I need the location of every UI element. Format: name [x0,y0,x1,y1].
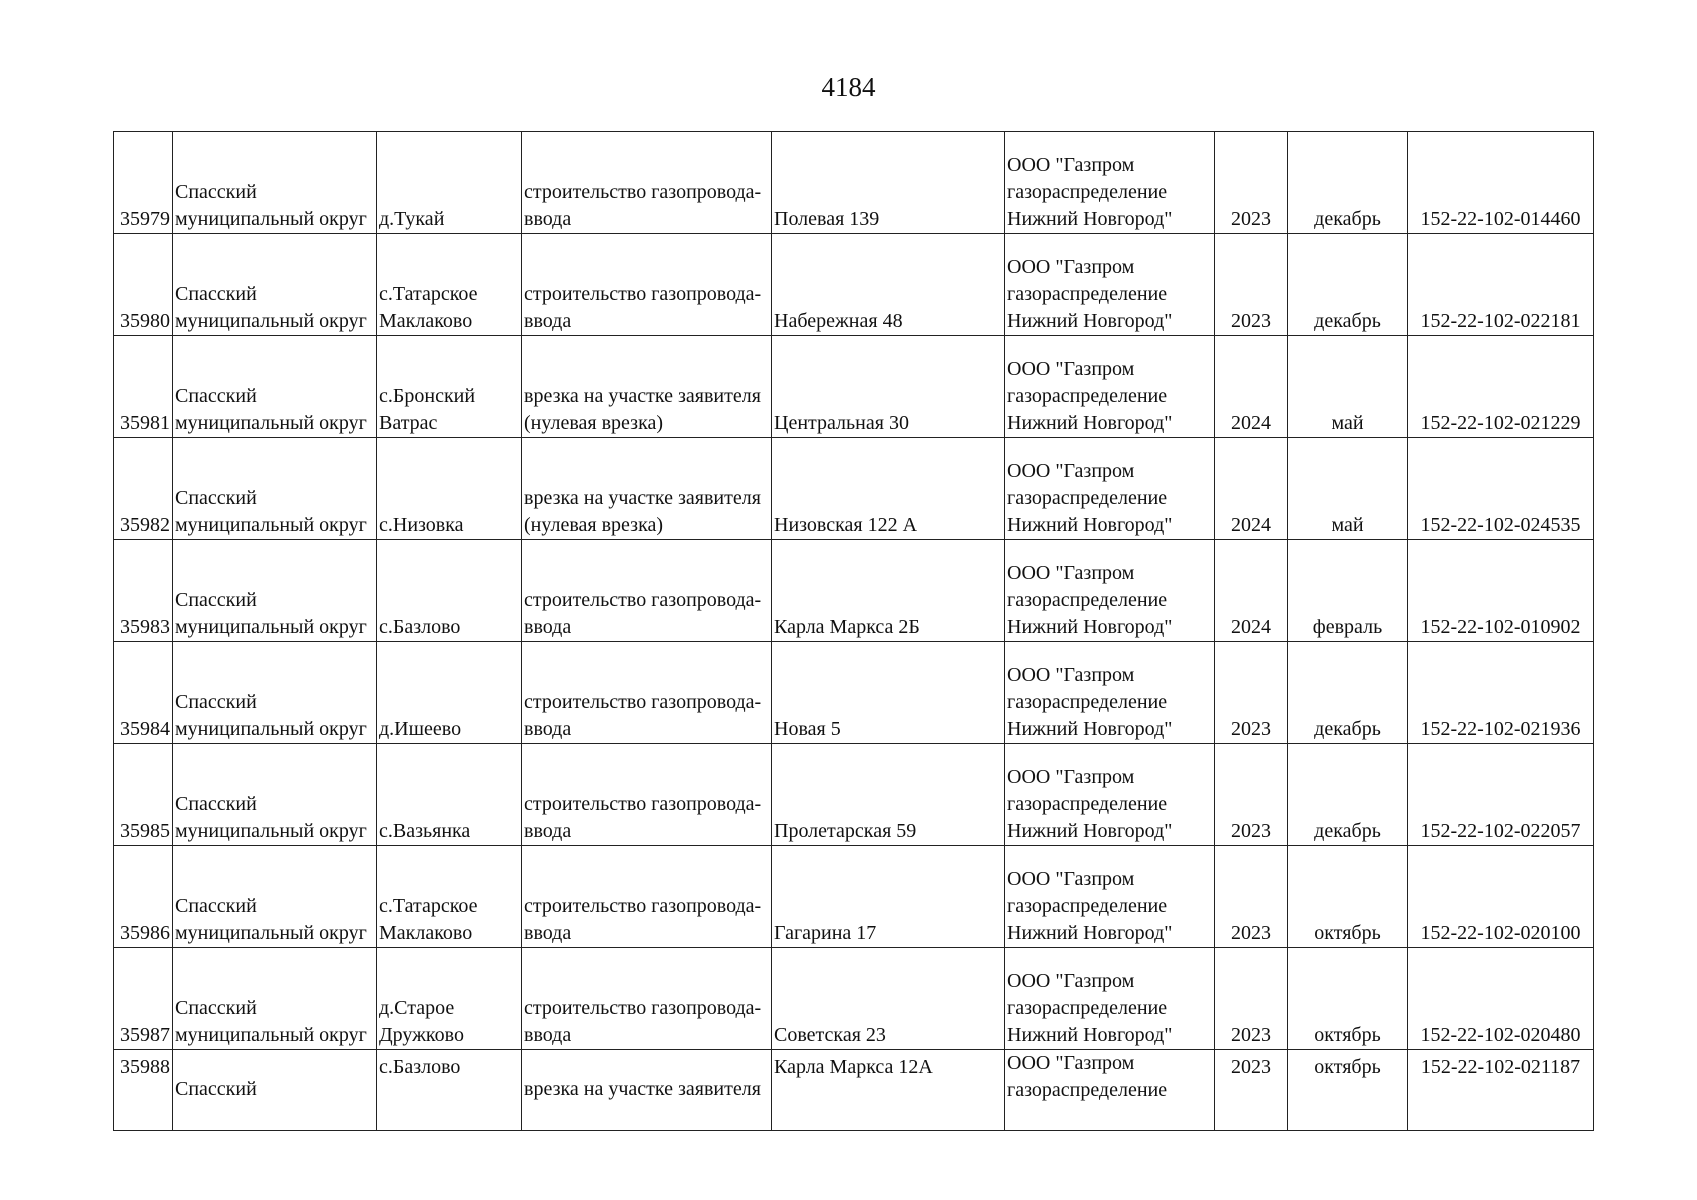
locality-line: с.Базлово [379,616,461,638]
district-line: муниципальный округ [175,616,367,638]
table-row [114,540,1594,642]
locality-line: д.Старое [379,997,455,1019]
org-line: газораспределение [1007,997,1168,1019]
district-line: муниципальный округ [175,208,367,230]
district-line: муниципальный округ [175,514,367,536]
address-cell: Центральная 30 [772,336,1005,438]
district-line: муниципальный округ [175,412,367,434]
work-type-cell [522,948,772,1050]
page-number: 4184 [821,72,876,102]
table-row [114,438,1594,540]
row-number: 35986 [114,846,173,948]
locality-cell [377,336,522,438]
district-line: Спасский [175,895,257,917]
table-body [114,132,1594,1131]
locality-line: Дружково [379,1024,464,1046]
code-cell: 152-22-102-021187 [1408,1050,1594,1131]
address-cell: Карла Маркса 12А [772,1050,1005,1131]
work-type-cell [522,744,772,846]
year-cell: 2024 [1215,336,1288,438]
district-line: муниципальный округ [175,820,367,842]
code-cell: 152-22-102-020480 [1408,948,1594,1050]
work-type-line: строительство газопровода- [524,691,762,713]
org-line: газораспределение [1007,1079,1168,1101]
month-cell: декабрь [1288,642,1408,744]
org-line: ООО "Газпром [1007,868,1135,890]
address-cell: Гагарина 17 [772,846,1005,948]
table-row [114,336,1594,438]
district-line: муниципальный округ [175,922,367,944]
locality-line [379,179,519,206]
address-cell: Низовская 122 А [772,438,1005,540]
year-cell: 2023 [1215,744,1288,846]
org-line: ООО "Газпром [1007,460,1135,482]
district-line: Спасский [175,487,257,509]
district-line: муниципальный округ [175,310,367,332]
year-cell: 2023 [1215,1050,1288,1131]
work-type-cell [522,132,772,234]
work-type-line: ввода [524,310,572,332]
work-type-line: (нулевая врезка) [524,514,664,536]
org-line: Нижний Новгород" [1007,820,1173,842]
work-type-cell [522,540,772,642]
year-cell: 2024 [1215,540,1288,642]
work-type-cell: врезка на участке заявителя [522,1050,772,1131]
district-line: Спасский [175,283,257,305]
district-cell [173,948,377,1050]
row-number: 35979 [114,132,173,234]
district-cell: Спасский [173,1050,377,1131]
org-line: ООО "Газпром [1007,562,1135,584]
work-type-cell [522,336,772,438]
locality-line: с.Бронский [379,385,476,407]
work-type-cell [522,846,772,948]
locality-line: с.Низовка [379,514,464,536]
district-cell [173,336,377,438]
row-number: 35988 [114,1050,173,1131]
district-line: Спасский [175,385,257,407]
organization-cell [1005,234,1215,336]
month-cell: декабрь [1288,744,1408,846]
org-line: газораспределение [1007,691,1168,713]
locality-cell [377,540,522,642]
organization-cell [1005,846,1215,948]
code-cell: 152-22-102-014460 [1408,132,1594,234]
org-line: Нижний Новгород" [1007,208,1173,230]
row-number: 35980 [114,234,173,336]
organization-cell [1005,438,1215,540]
work-type-cell [522,234,772,336]
work-type-line: ввода [524,208,572,230]
district-cell [173,642,377,744]
work-type-line: ввода [524,616,572,638]
code-cell: 152-22-102-022057 [1408,744,1594,846]
org-line: газораспределение [1007,589,1168,611]
org-line: Нижний Новгород" [1007,922,1173,944]
org-line: газораспределение [1007,283,1168,305]
year-cell: 2024 [1215,438,1288,540]
month-cell: октябрь [1288,846,1408,948]
org-line: Нижний Новгород" [1007,718,1173,740]
table-row-last [114,1050,1594,1131]
work-type-line: ввода [524,922,572,944]
work-type-line: строительство газопровода- [524,793,762,815]
row-number: 35981 [114,336,173,438]
organization-cell [1005,336,1215,438]
org-line: Нижний Новгород" [1007,616,1173,638]
locality-cell [377,132,522,234]
locality-line: Маклаково [379,310,473,332]
row-number: 35987 [114,948,173,1050]
district-line: Спасский [175,793,257,815]
organization-cell [1005,132,1215,234]
address-cell: Пролетарская 59 [772,744,1005,846]
district-cell [173,438,377,540]
locality-cell [377,948,522,1050]
month-cell: май [1288,336,1408,438]
month-cell: октябрь [1288,1050,1408,1131]
district-line: муниципальный округ [175,1024,367,1046]
work-type-line: ввода [524,1024,572,1046]
work-type-cell [522,642,772,744]
district-line: муниципальный округ [175,718,367,740]
org-line: Нижний Новгород" [1007,412,1173,434]
org-line: газораспределение [1007,385,1168,407]
org-line: ООО "Газпром [1007,766,1135,788]
address-cell: Новая 5 [772,642,1005,744]
row-number: 35984 [114,642,173,744]
row-number: 35982 [114,438,173,540]
month-cell: май [1288,438,1408,540]
address-cell: Полевая 139 [772,132,1005,234]
district-cell [173,846,377,948]
locality-cell [377,642,522,744]
org-line: ООО "Газпром [1007,664,1135,686]
locality-line [379,689,519,716]
table-row [114,744,1594,846]
locality-cell: с.Базлово [377,1050,522,1131]
code-cell: 152-22-102-024535 [1408,438,1594,540]
locality-line [379,791,519,818]
month-cell: октябрь [1288,948,1408,1050]
district-line: Спасский [175,181,257,203]
locality-line [379,587,519,614]
district-cell [173,744,377,846]
table-row [114,642,1594,744]
work-type-line: врезка на участке заявителя [524,385,761,407]
year-cell: 2023 [1215,132,1288,234]
locality-cell [377,846,522,948]
org-line: газораспределение [1007,793,1168,815]
organization-cell [1005,540,1215,642]
row-number: 35985 [114,744,173,846]
organization-cell [1005,1050,1215,1131]
org-line: Нижний Новгород" [1007,514,1173,536]
table-row [114,948,1594,1050]
org-line: Нижний Новгород" [1007,1024,1173,1046]
work-type-line: строительство газопровода- [524,589,762,611]
register-table [113,131,1594,1131]
organization-cell [1005,642,1215,744]
locality-line [379,485,519,512]
work-type-line: строительство газопровода- [524,895,762,917]
work-type-line: строительство газопровода- [524,181,762,203]
locality-cell [377,744,522,846]
org-line: ООО "Газпром [1007,256,1135,278]
work-type-line: ввода [524,718,572,740]
month-cell: декабрь [1288,132,1408,234]
work-type-line: ввода [524,820,572,842]
code-cell: 152-22-102-020100 [1408,846,1594,948]
table-row [114,846,1594,948]
district-cell [173,132,377,234]
org-line: ООО "Газпром [1007,358,1135,380]
locality-cell [377,438,522,540]
locality-line: Маклаково [379,922,473,944]
organization-cell [1005,948,1215,1050]
address-cell: Набережная 48 [772,234,1005,336]
district-line: Спасский [175,691,257,713]
locality-line: д.Ишеево [379,718,462,740]
locality-line: с.Татарское [379,283,478,305]
work-type-line: строительство газопровода- [524,997,762,1019]
work-type-line: врезка на участке заявителя [524,487,761,509]
code-cell: 152-22-102-021936 [1408,642,1594,744]
district-line: Спасский [175,589,257,611]
org-line: ООО "Газпром [1007,154,1135,176]
address-cell: Карла Маркса 2Б [772,540,1005,642]
work-type-line: (нулевая врезка) [524,412,664,434]
district-cell [173,234,377,336]
org-line: газораспределение [1007,181,1168,203]
year-cell: 2023 [1215,846,1288,948]
code-cell: 152-22-102-022181 [1408,234,1594,336]
district-cell [173,540,377,642]
work-type-line: строительство газопровода- [524,283,762,305]
work-type-cell [522,438,772,540]
month-cell: февраль [1288,540,1408,642]
locality-line: Ватрас [379,412,438,434]
code-cell: 152-22-102-021229 [1408,336,1594,438]
address-cell: Советская 23 [772,948,1005,1050]
year-cell: 2023 [1215,948,1288,1050]
locality-line: д.Тукай [379,208,445,230]
district-line: Спасский [175,997,257,1019]
locality-line: с.Татарское [379,895,478,917]
month-cell: декабрь [1288,234,1408,336]
locality-line: с.Вазьянка [379,820,471,842]
table-row [114,234,1594,336]
locality-cell [377,234,522,336]
org-line: ООО "Газпром [1007,1052,1135,1074]
org-line: газораспределение [1007,895,1168,917]
row-number: 35983 [114,540,173,642]
year-cell: 2023 [1215,642,1288,744]
org-line: ООО "Газпром [1007,970,1135,992]
org-line: Нижний Новгород" [1007,310,1173,332]
organization-cell [1005,744,1215,846]
org-line: газораспределение [1007,487,1168,509]
code-cell: 152-22-102-010902 [1408,540,1594,642]
year-cell: 2023 [1215,234,1288,336]
table-row [114,132,1594,234]
